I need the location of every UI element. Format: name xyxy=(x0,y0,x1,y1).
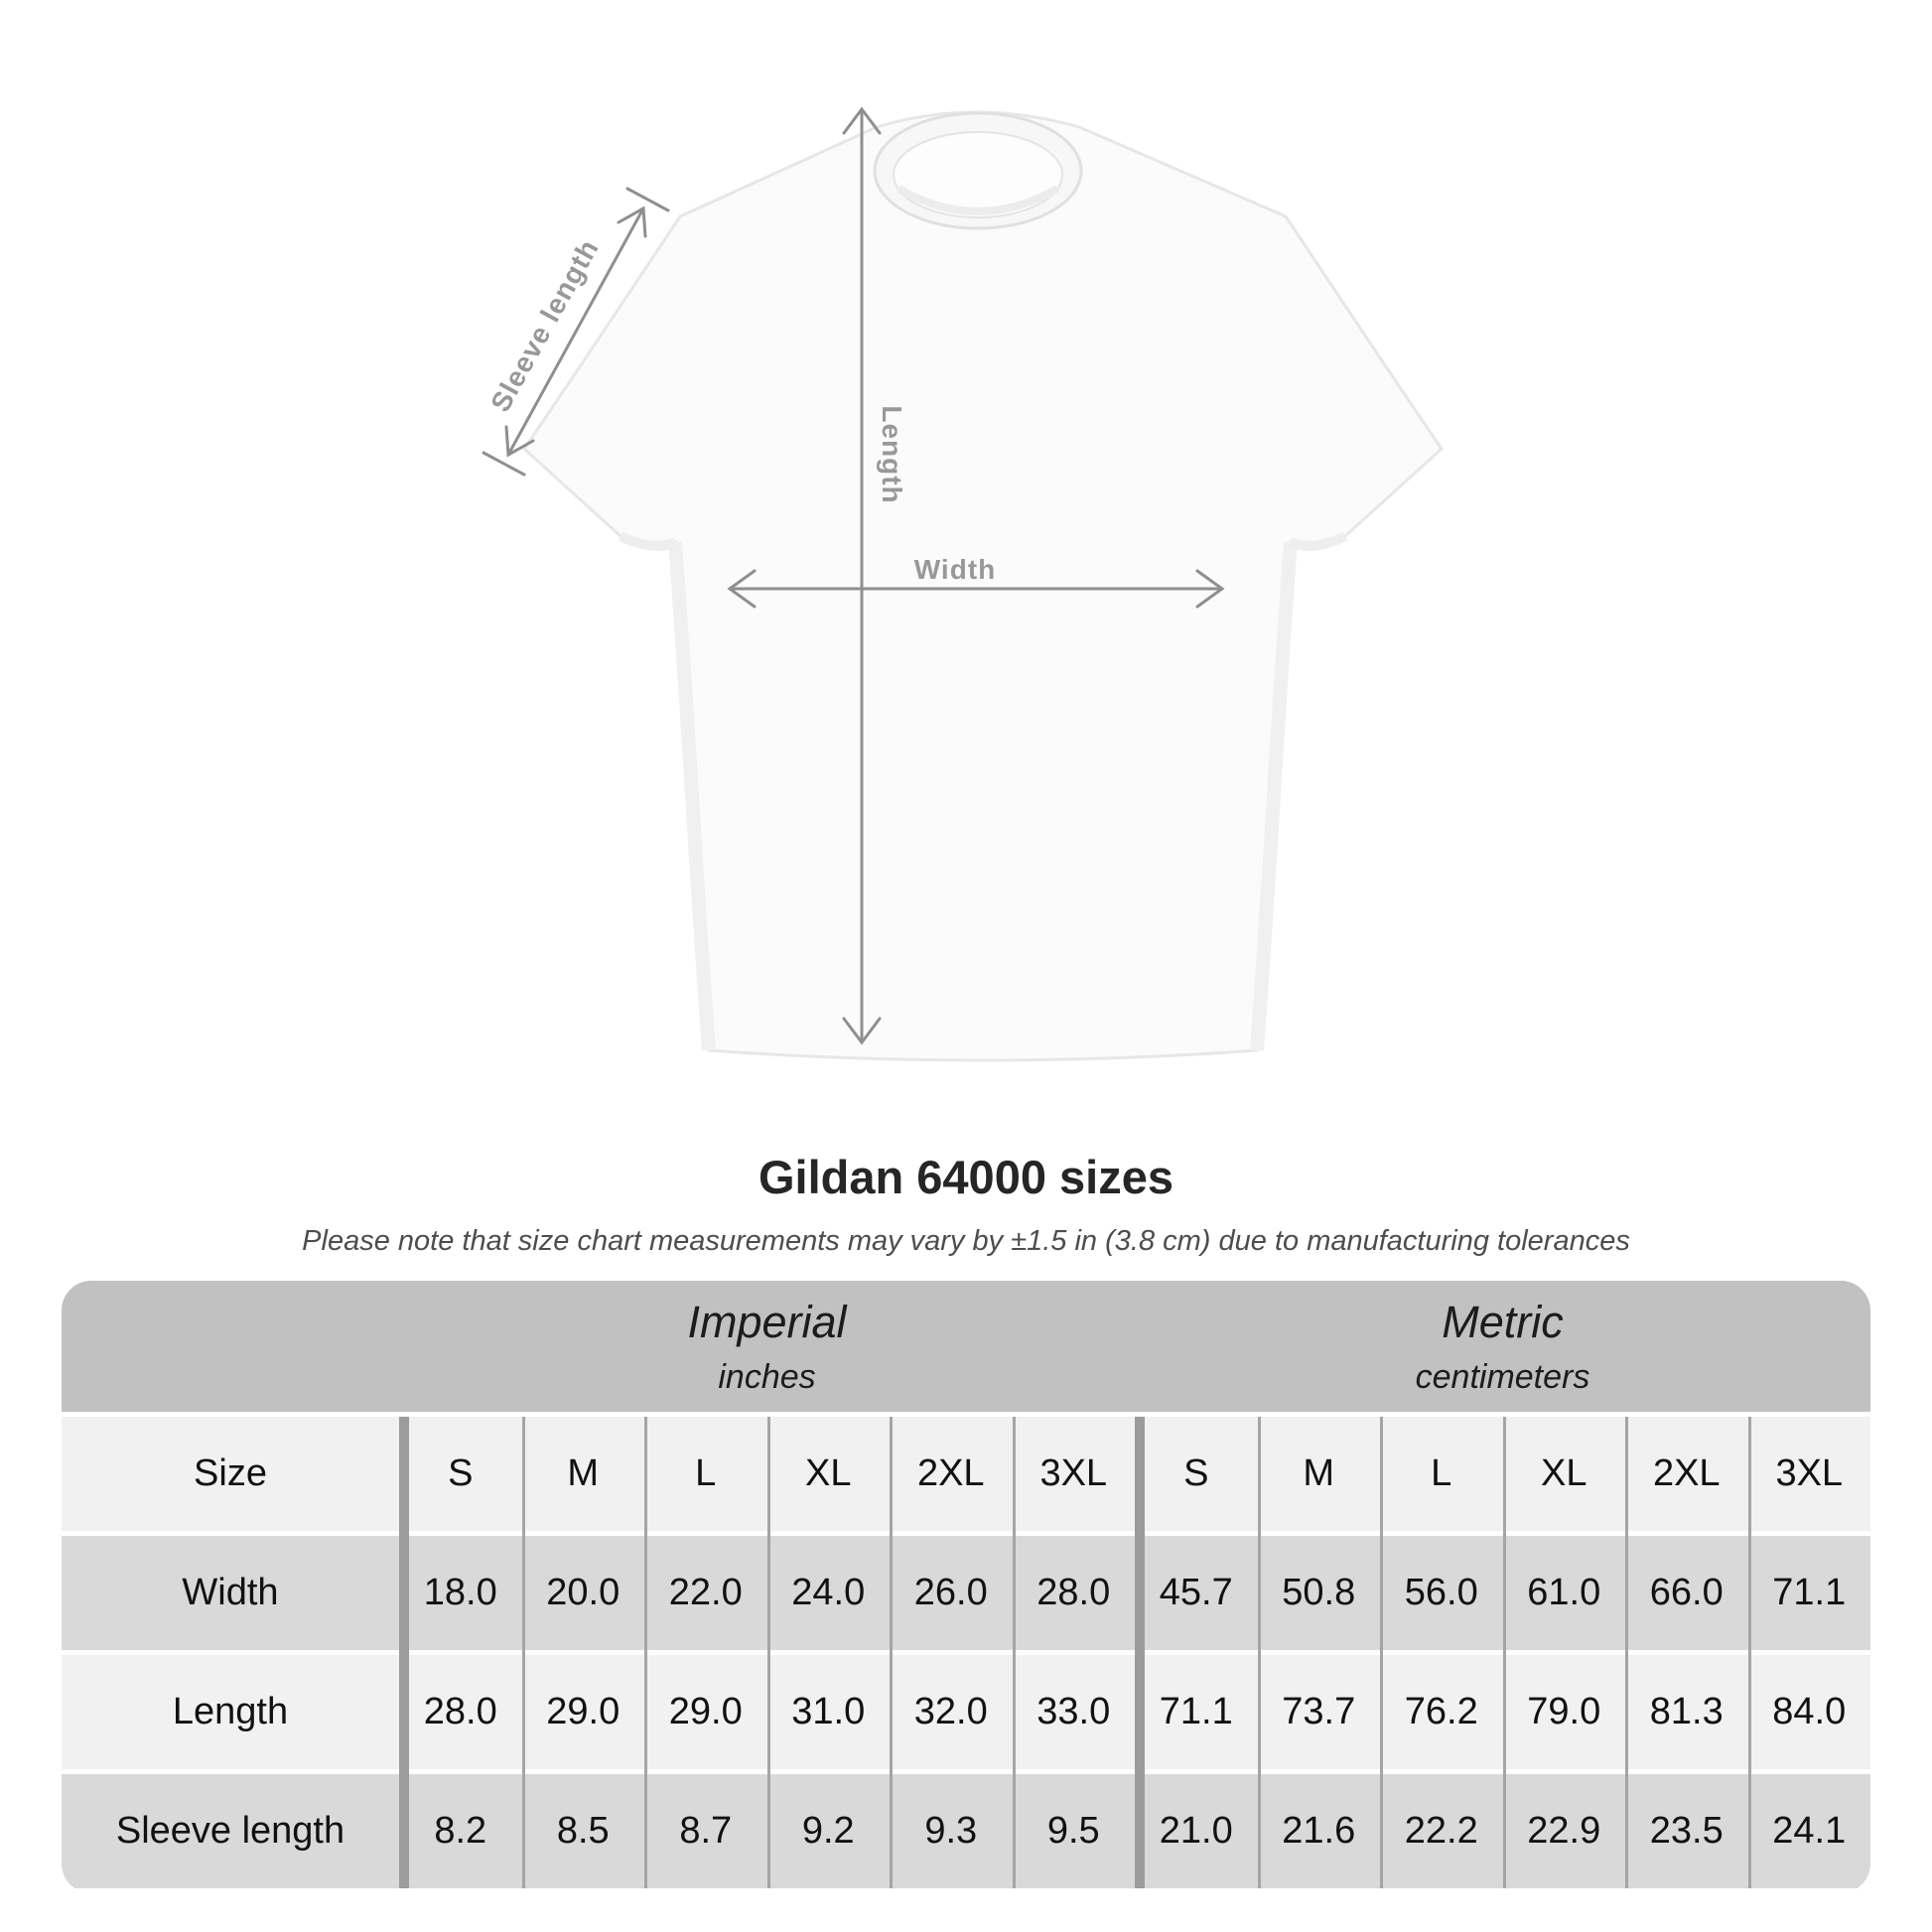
value-cell: 29.0 xyxy=(522,1655,645,1769)
value-cell: 22.2 xyxy=(1380,1774,1503,1888)
size-cell: XL xyxy=(767,1417,891,1531)
table-row-width xyxy=(62,1536,1870,1650)
value-cell: 22.9 xyxy=(1503,1774,1626,1888)
value-cell: 8.7 xyxy=(644,1774,767,1888)
size-cell: S xyxy=(399,1417,522,1531)
row-label: Sleeve length xyxy=(62,1774,399,1888)
metric-label: Metric xyxy=(1442,1297,1564,1347)
table-row-length xyxy=(62,1655,1870,1769)
size-table xyxy=(62,1281,1870,1893)
size-cell: 2XL xyxy=(1625,1417,1748,1531)
value-cell: 73.7 xyxy=(1258,1655,1381,1769)
size-cell: 2XL xyxy=(890,1417,1013,1531)
value-cell: 23.5 xyxy=(1625,1774,1748,1888)
value-cell: 26.0 xyxy=(890,1536,1013,1650)
value-cell: 61.0 xyxy=(1503,1536,1626,1650)
imperial-label: Imperial xyxy=(687,1297,847,1347)
value-cell: 21.0 xyxy=(1135,1774,1258,1888)
length-label: Length xyxy=(877,405,907,504)
size-cell: S xyxy=(1135,1417,1258,1531)
size-cell: M xyxy=(522,1417,645,1531)
size-cell: L xyxy=(644,1417,767,1531)
value-cell: 79.0 xyxy=(1503,1655,1626,1769)
value-cell: 20.0 xyxy=(522,1536,645,1650)
value-cell: 28.0 xyxy=(1013,1536,1136,1650)
imperial-group-header xyxy=(399,1281,1135,1412)
value-cell: 9.5 xyxy=(1013,1774,1136,1888)
value-cell: 50.8 xyxy=(1258,1536,1381,1650)
width-label: Width xyxy=(913,554,997,585)
tshirt-body xyxy=(524,112,1442,1060)
value-cell: 24.1 xyxy=(1748,1774,1871,1888)
value-cell: 71.1 xyxy=(1748,1536,1871,1650)
table-row-sleeve-length xyxy=(62,1774,1870,1888)
size-column-header: Size xyxy=(62,1417,399,1531)
imperial-unit-label: inches xyxy=(718,1358,816,1396)
sleeve-tick-bottom xyxy=(483,453,524,475)
value-cell: 66.0 xyxy=(1625,1536,1748,1650)
value-cell: 22.0 xyxy=(644,1536,767,1650)
sleeve-tick-top xyxy=(627,189,668,210)
value-cell: 9.2 xyxy=(767,1774,891,1888)
value-cell: 21.6 xyxy=(1258,1774,1381,1888)
value-cell: 71.1 xyxy=(1135,1655,1258,1769)
metric-group-header xyxy=(1135,1281,1870,1412)
value-cell: 29.0 xyxy=(644,1655,767,1769)
value-cell: 31.0 xyxy=(767,1655,891,1769)
table-row-sizes xyxy=(62,1417,1870,1531)
value-cell: 28.0 xyxy=(399,1655,522,1769)
size-cell: L xyxy=(1380,1417,1503,1531)
row-label: Length xyxy=(62,1655,399,1769)
value-cell: 81.3 xyxy=(1625,1655,1748,1769)
value-cell: 33.0 xyxy=(1013,1655,1136,1769)
size-cell: M xyxy=(1258,1417,1381,1531)
value-cell: 8.2 xyxy=(399,1774,522,1888)
value-cell: 56.0 xyxy=(1380,1536,1503,1650)
unit-header-band xyxy=(62,1281,1870,1412)
metric-unit-label: centimeters xyxy=(1415,1358,1590,1396)
value-cell: 9.3 xyxy=(890,1774,1013,1888)
row-label: Width xyxy=(62,1536,399,1650)
size-cell: 3XL xyxy=(1748,1417,1871,1531)
value-cell: 32.0 xyxy=(890,1655,1013,1769)
value-cell: 18.0 xyxy=(399,1536,522,1650)
band-spacer xyxy=(62,1281,399,1412)
collar-inner xyxy=(894,132,1062,217)
value-cell: 76.2 xyxy=(1380,1655,1503,1769)
value-cell: 8.5 xyxy=(522,1774,645,1888)
sleeve-length-label: Sleeve length xyxy=(484,233,606,417)
size-cell: XL xyxy=(1503,1417,1626,1531)
size-cell: 3XL xyxy=(1013,1417,1136,1531)
table-rows xyxy=(62,1417,1870,1888)
value-cell: 84.0 xyxy=(1748,1655,1871,1769)
page-title: Gildan 64000 sizes xyxy=(758,1151,1174,1203)
value-cell: 45.7 xyxy=(1135,1536,1258,1650)
value-cell: 24.0 xyxy=(767,1536,891,1650)
tolerance-note: Please note that size chart measurements may vary by ±1.5 in (3.8 cm) due to manufacturing tolerances xyxy=(302,1225,1630,1257)
